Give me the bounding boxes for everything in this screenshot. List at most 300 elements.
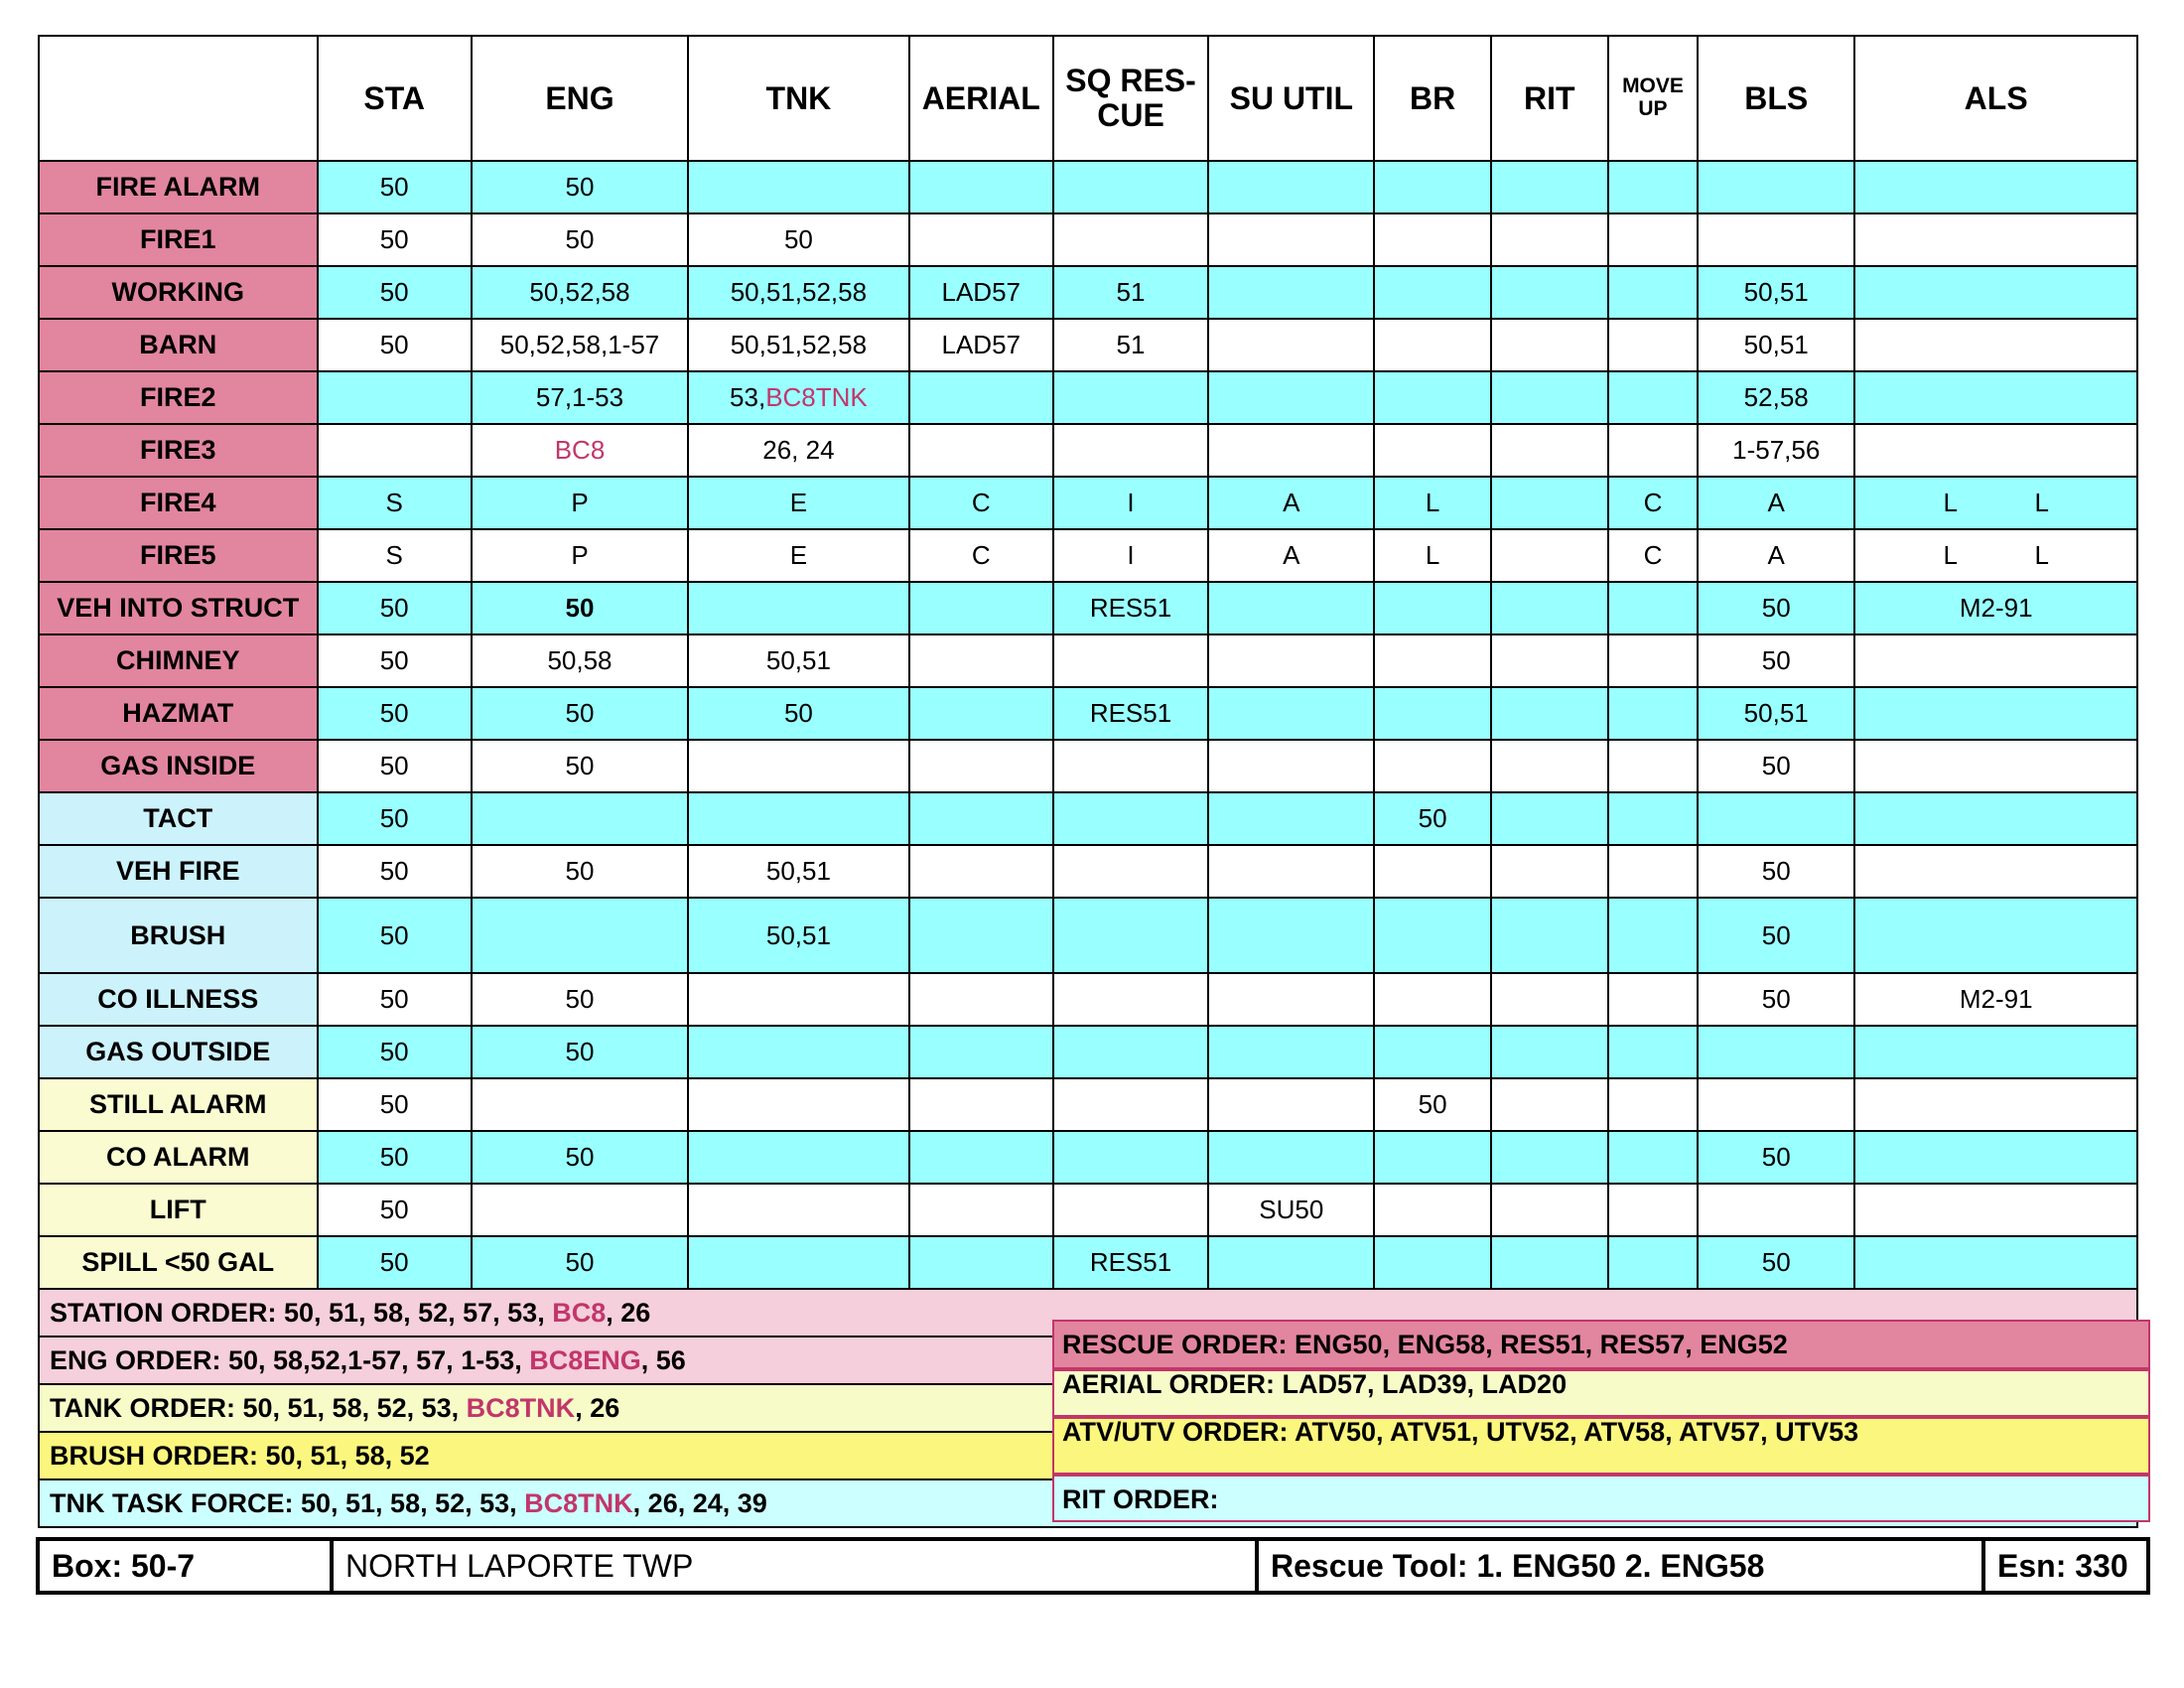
table-cell: I	[1053, 529, 1208, 582]
table-cell: 50	[318, 898, 472, 973]
table-cell: 50	[472, 213, 688, 266]
table-cell	[1608, 845, 1698, 898]
table-cell	[1491, 687, 1608, 740]
header-aerial: AERIAL	[909, 36, 1053, 161]
row-label: LIFT	[39, 1184, 318, 1236]
table-cell	[1053, 161, 1208, 213]
table-cell	[909, 213, 1053, 266]
table-cell: 50	[472, 1236, 688, 1289]
cell-text: 53,	[730, 382, 766, 412]
table-cell: 50	[472, 1026, 688, 1078]
table-cell	[1491, 213, 1608, 266]
table-cell: 50	[688, 213, 908, 266]
table-cell	[472, 1078, 688, 1131]
table-cell	[1491, 1184, 1608, 1236]
table-cell	[1374, 634, 1490, 687]
table-cell: 50	[1374, 792, 1490, 845]
area-name: NORTH LAPORTE TWP	[330, 1541, 1255, 1591]
table-cell: 50	[1698, 973, 1854, 1026]
table-cell: A	[1698, 529, 1854, 582]
table-cell: C	[909, 529, 1053, 582]
table-cell	[1053, 424, 1208, 477]
table-cell	[1608, 1184, 1698, 1236]
table-cell: 50,51,52,58	[688, 266, 908, 319]
table-cell	[1053, 1131, 1208, 1184]
table-cell	[909, 898, 1053, 973]
table-cell	[1854, 161, 2137, 213]
row-label: HAZMAT	[39, 687, 318, 740]
header-su-util: SU UTIL	[1208, 36, 1374, 161]
table-cell	[1374, 973, 1490, 1026]
table-cell	[1491, 477, 1608, 529]
table-cell	[1208, 845, 1374, 898]
table-cell	[1208, 371, 1374, 424]
table-cell: A	[1208, 477, 1374, 529]
row-label: FIRE1	[39, 213, 318, 266]
table-cell	[1698, 792, 1854, 845]
table-cell: 50	[318, 319, 472, 371]
table-cell: L	[1374, 477, 1490, 529]
table-cell	[909, 1236, 1053, 1289]
table-cell	[318, 424, 472, 477]
table-cell	[688, 1184, 908, 1236]
header-move-up: MOVE UP	[1608, 36, 1698, 161]
header-row	[39, 36, 2137, 161]
brush-order: BRUSH ORDER: 50, 51, 58, 52	[50, 1441, 430, 1471]
table-cell	[909, 1184, 1053, 1236]
table-cell	[1608, 687, 1698, 740]
table-cell: 50	[318, 634, 472, 687]
table-cell	[1854, 898, 2137, 973]
table-cell: 50	[318, 740, 472, 792]
response-grid	[38, 35, 2138, 1290]
tnk-task-force: TNK TASK FORCE: 50, 51, 58, 52, 53, BC8TNK, 26, 24, 39	[50, 1488, 767, 1518]
table-cell: 50	[472, 740, 688, 792]
table-cell	[1854, 371, 2137, 424]
table-cell	[1608, 213, 1698, 266]
table-cell	[1208, 161, 1374, 213]
table-cell: L	[1374, 529, 1490, 582]
table-cell	[1053, 1184, 1208, 1236]
table-cell	[1208, 898, 1374, 973]
table-cell: 50	[1374, 1078, 1490, 1131]
table-cell	[1491, 582, 1608, 634]
aerial-order-box	[1052, 1369, 2150, 1417]
table-cell: 50	[318, 973, 472, 1026]
header-eng: ENG	[472, 36, 688, 161]
table-cell	[1491, 266, 1608, 319]
table-cell	[1374, 1131, 1490, 1184]
table-cell	[1608, 371, 1698, 424]
table-cell: 50	[472, 687, 688, 740]
table-cell	[472, 424, 688, 477]
table-cell	[1854, 1078, 2137, 1131]
table-cell	[1208, 973, 1374, 1026]
table-cell: 50	[1698, 582, 1854, 634]
atv-utv-order-box	[1052, 1417, 2150, 1475]
table-cell: 50	[318, 1184, 472, 1236]
table-cell	[1491, 634, 1608, 687]
orders-section	[38, 1290, 2138, 1528]
table-cell	[1608, 792, 1698, 845]
row-label: WORKING	[39, 266, 318, 319]
table-cell	[909, 582, 1053, 634]
row-label: TACT	[39, 792, 318, 845]
table-cell	[1491, 845, 1608, 898]
table-cell: C	[1608, 529, 1698, 582]
station-order: STATION ORDER: 50, 51, 58, 52, 57, 53, BC8, 26	[50, 1298, 651, 1328]
table-cell: 50	[318, 845, 472, 898]
table-cell: S	[318, 477, 472, 529]
table-cell	[1491, 161, 1608, 213]
table-cell	[1208, 424, 1374, 477]
table-cell: 50	[688, 687, 908, 740]
row-label: BRUSH	[39, 898, 318, 973]
table-cell	[1208, 740, 1374, 792]
table-cell	[1374, 582, 1490, 634]
table-cell	[909, 740, 1053, 792]
table-cell: 50	[318, 1078, 472, 1131]
table-row	[39, 1078, 2137, 1131]
table-cell: 50	[1698, 634, 1854, 687]
table-cell	[909, 1026, 1053, 1078]
eng-order: ENG ORDER: 50, 58,52,1-57, 57, 1-53, BC8ENG, 56	[50, 1345, 686, 1375]
cell-text: BC8TNK	[765, 382, 868, 412]
table-cell: 50,51	[688, 845, 908, 898]
table-cell: 50,51	[1698, 266, 1854, 319]
table-cell	[1608, 1078, 1698, 1131]
table-cell: LAD57	[909, 266, 1053, 319]
table-cell	[1854, 529, 2137, 582]
header-bls: BLS	[1698, 36, 1854, 161]
table-cell	[1854, 319, 2137, 371]
table-cell	[1608, 161, 1698, 213]
row-label: FIRE ALARM	[39, 161, 318, 213]
table-cell	[472, 898, 688, 973]
table-cell	[688, 582, 908, 634]
table-cell	[1491, 371, 1608, 424]
table-cell	[1053, 1026, 1208, 1078]
table-cell	[1608, 740, 1698, 792]
table-cell: 50	[472, 845, 688, 898]
rit-order: RIT ORDER:	[1062, 1484, 1219, 1514]
table-cell	[1053, 792, 1208, 845]
row-label: STILL ALARM	[39, 1078, 318, 1131]
table-cell	[1854, 1026, 2137, 1078]
table-cell	[1208, 582, 1374, 634]
table-cell: 50,51	[688, 634, 908, 687]
table-cell: 50	[1698, 1131, 1854, 1184]
table-cell	[909, 161, 1053, 213]
table-cell	[1491, 1131, 1608, 1184]
table-cell	[1854, 1184, 2137, 1236]
table-cell: 50,51,52,58	[688, 319, 908, 371]
table-cell	[318, 371, 472, 424]
table-cell	[1491, 740, 1608, 792]
table-cell	[1374, 898, 1490, 973]
table-cell: 50	[318, 1026, 472, 1078]
header-rit: RIT	[1491, 36, 1608, 161]
row-label: CO ALARM	[39, 1131, 318, 1184]
table-cell	[1491, 1078, 1608, 1131]
table-row	[39, 845, 2137, 898]
table-cell	[1698, 161, 1854, 213]
table-cell	[1053, 1078, 1208, 1131]
table-cell: 50	[472, 1131, 688, 1184]
table-cell	[1698, 1184, 1854, 1236]
table-row	[39, 424, 2137, 477]
table-cell	[909, 687, 1053, 740]
table-cell	[909, 371, 1053, 424]
table-cell	[1608, 424, 1698, 477]
table-cell: 52,58	[1698, 371, 1854, 424]
box-number: Box: 50-7	[52, 1547, 196, 1584]
table-cell: 50	[472, 582, 688, 634]
table-cell	[1208, 687, 1374, 740]
table-cell	[1374, 213, 1490, 266]
row-label: GAS OUTSIDE	[39, 1026, 318, 1078]
table-cell	[1491, 792, 1608, 845]
table-cell	[1374, 161, 1490, 213]
table-cell	[1608, 582, 1698, 634]
table-cell	[1854, 687, 2137, 740]
table-cell	[1053, 213, 1208, 266]
rescue-order: RESCUE ORDER: ENG50, ENG58, RES51, RES57, ENG52	[1062, 1330, 1788, 1359]
table-cell: 50,51	[688, 898, 908, 973]
table-cell	[688, 1078, 908, 1131]
table-cell	[1491, 898, 1608, 973]
table-cell	[688, 1236, 908, 1289]
atv-utv-order: ATV/UTV ORDER: ATV50, ATV51, UTV52, ATV58, ATV57, UTV53	[1062, 1417, 1859, 1447]
table-row	[39, 161, 2137, 213]
table-row	[39, 213, 2137, 266]
table-cell: 50	[472, 161, 688, 213]
table-cell	[1208, 634, 1374, 687]
table-cell: 50	[1698, 898, 1854, 973]
table-cell: 50,52,58,1-57	[472, 319, 688, 371]
table-cell	[1854, 1131, 2137, 1184]
header-sta: STA	[318, 36, 472, 161]
table-cell	[1608, 1131, 1698, 1184]
table-cell: LAD57	[909, 319, 1053, 371]
table-cell	[1854, 266, 2137, 319]
esn-number: Esn: 330	[1981, 1541, 2146, 1591]
table-cell	[1608, 898, 1698, 973]
header-sq-rescue: SQ RES-CUE	[1053, 36, 1208, 161]
row-label: VEH INTO STRUCT	[39, 582, 318, 634]
table-cell	[1053, 634, 1208, 687]
table-cell	[1208, 1131, 1374, 1184]
header-tnk: TNK	[688, 36, 908, 161]
table-cell: 50,51	[1698, 687, 1854, 740]
table-cell	[1208, 1026, 1374, 1078]
table-cell	[1053, 371, 1208, 424]
table-cell	[1608, 1236, 1698, 1289]
table-cell	[1374, 319, 1490, 371]
table-cell: 50	[318, 687, 472, 740]
table-cell: E	[688, 477, 908, 529]
table-cell: 50	[318, 266, 472, 319]
table-cell: C	[1608, 477, 1698, 529]
table-cell: SU50	[1208, 1184, 1374, 1236]
table-cell: I	[1053, 477, 1208, 529]
table-cell: M2-91	[1854, 582, 2137, 634]
rit-order-box	[1052, 1475, 2150, 1522]
table-cell: 50	[318, 792, 472, 845]
table-cell: S	[318, 529, 472, 582]
table-cell	[1374, 1184, 1490, 1236]
table-cell: 50,52,58	[472, 266, 688, 319]
aerial-order: AERIAL ORDER: LAD57, LAD39, LAD20	[1062, 1369, 1568, 1399]
row-label: GAS INSIDE	[39, 740, 318, 792]
table-row	[39, 529, 2137, 582]
table-cell	[1854, 424, 2137, 477]
table-cell	[1053, 973, 1208, 1026]
table-cell	[688, 371, 908, 424]
table-cell	[1208, 1078, 1374, 1131]
table-cell: 1-57,56	[1698, 424, 1854, 477]
cell-text: BC8	[554, 435, 606, 465]
table-cell	[909, 1078, 1053, 1131]
table-row	[39, 634, 2137, 687]
table-row	[39, 582, 2137, 634]
table-cell	[1053, 898, 1208, 973]
row-label: FIRE5	[39, 529, 318, 582]
table-cell: 50	[318, 161, 472, 213]
table-cell	[1053, 740, 1208, 792]
table-cell	[688, 1131, 908, 1184]
footer-bar	[36, 1537, 2150, 1595]
table-cell: 50	[318, 582, 472, 634]
table-cell	[1491, 973, 1608, 1026]
table-cell	[1854, 477, 2137, 529]
row-label: SPILL <50 GAL	[39, 1236, 318, 1289]
table-cell	[1208, 213, 1374, 266]
table-cell	[1854, 740, 2137, 792]
table-cell	[1698, 1078, 1854, 1131]
table-cell	[472, 1184, 688, 1236]
table-cell	[909, 973, 1053, 1026]
table-row	[39, 1026, 2137, 1078]
table-cell	[909, 845, 1053, 898]
cell-text: L	[1943, 488, 1958, 517]
table-cell: 57,1-53	[472, 371, 688, 424]
table-cell: 50	[318, 1236, 472, 1289]
table-cell	[688, 792, 908, 845]
table-cell	[1698, 1026, 1854, 1078]
table-cell	[1854, 845, 2137, 898]
table-row	[39, 792, 2137, 845]
table-cell: E	[688, 529, 908, 582]
table-cell	[688, 973, 908, 1026]
table-cell: P	[472, 477, 688, 529]
row-label: BARN	[39, 319, 318, 371]
table-cell	[1374, 266, 1490, 319]
table-cell	[688, 1026, 908, 1078]
table-cell	[1491, 1026, 1608, 1078]
table-cell	[1854, 1236, 2137, 1289]
table-cell	[688, 740, 908, 792]
table-cell	[1208, 1236, 1374, 1289]
table-cell	[1491, 529, 1608, 582]
table-cell: 50	[1698, 740, 1854, 792]
table-cell: 50	[1698, 845, 1854, 898]
cell-text: L	[2034, 488, 2049, 517]
table-cell	[909, 1131, 1053, 1184]
table-cell	[1374, 371, 1490, 424]
rescue-tool: Rescue Tool: 1. ENG50 2. ENG58	[1255, 1541, 1981, 1591]
table-cell: 50,51	[1698, 319, 1854, 371]
table-cell	[1053, 845, 1208, 898]
table-cell	[1854, 792, 2137, 845]
table-cell	[1698, 213, 1854, 266]
table-cell	[1608, 634, 1698, 687]
table-cell: A	[1698, 477, 1854, 529]
rescue-order-box	[1052, 1320, 2150, 1369]
table-cell	[1374, 424, 1490, 477]
table-cell	[1374, 1236, 1490, 1289]
table-cell: 50	[318, 1131, 472, 1184]
table-cell: A	[1208, 529, 1374, 582]
table-cell: 51	[1053, 319, 1208, 371]
table-cell	[1491, 319, 1608, 371]
table-cell	[1208, 319, 1374, 371]
table-cell: 26, 24	[688, 424, 908, 477]
tank-order: TANK ORDER: 50, 51, 58, 52, 53, BC8TNK, 26	[50, 1393, 620, 1423]
table-cell	[1608, 973, 1698, 1026]
table-row	[39, 371, 2137, 424]
table-cell	[1374, 1026, 1490, 1078]
table-cell: 50,58	[472, 634, 688, 687]
table-cell: 50	[1698, 1236, 1854, 1289]
table-cell	[1374, 687, 1490, 740]
row-label: FIRE3	[39, 424, 318, 477]
table-row	[39, 973, 2137, 1026]
table-cell	[909, 792, 1053, 845]
table-cell	[1208, 792, 1374, 845]
table-row	[39, 1131, 2137, 1184]
table-cell	[1374, 845, 1490, 898]
table-cell	[1491, 1236, 1608, 1289]
table-cell: C	[909, 477, 1053, 529]
table-cell	[1854, 213, 2137, 266]
table-cell	[1491, 424, 1608, 477]
row-label: VEH FIRE	[39, 845, 318, 898]
table-row	[39, 740, 2137, 792]
table-cell	[1854, 634, 2137, 687]
table-cell: M2-91	[1854, 973, 2137, 1026]
table-cell: RES51	[1053, 687, 1208, 740]
header-als: ALS	[1854, 36, 2137, 161]
table-row	[39, 266, 2137, 319]
table-row	[39, 1184, 2137, 1236]
row-label: FIRE4	[39, 477, 318, 529]
row-label: FIRE2	[39, 371, 318, 424]
table-cell: RES51	[1053, 582, 1208, 634]
cell-text: L	[2034, 540, 2049, 570]
table-cell	[1208, 266, 1374, 319]
run-card-sheet	[38, 35, 2138, 1528]
table-cell: 50	[472, 973, 688, 1026]
cell-text: L	[1943, 540, 1958, 570]
table-cell: P	[472, 529, 688, 582]
header-blank	[39, 36, 318, 161]
table-cell	[1608, 319, 1698, 371]
table-row	[39, 687, 2137, 740]
table-cell	[1608, 1026, 1698, 1078]
table-cell	[1374, 740, 1490, 792]
table-cell: 50	[318, 213, 472, 266]
